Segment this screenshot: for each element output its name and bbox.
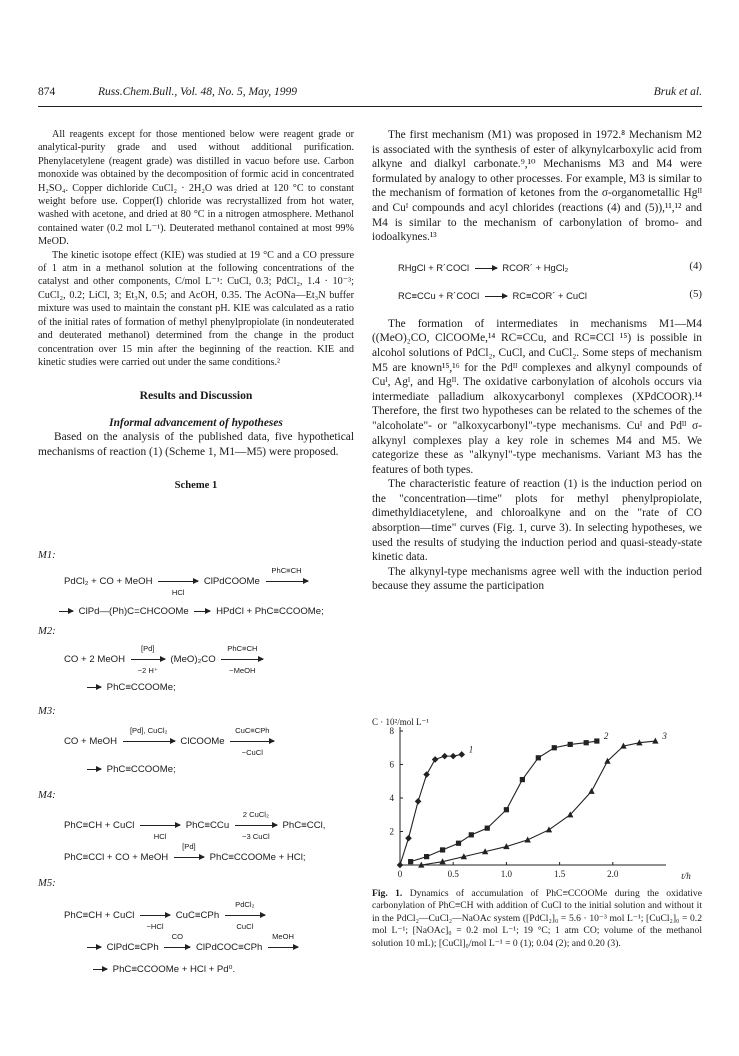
m5-line-1 (64, 899, 268, 931)
eq5-products: RC≡COR´ + CuCl (512, 289, 587, 301)
journal-title: Russ.Chem.Bull., Vol. 48, No. 5, May, 1999 (98, 86, 298, 98)
series-1-label: 1 (468, 744, 474, 755)
series-3-point (588, 788, 594, 794)
arrow-label: −HCl (146, 921, 164, 931)
m2-reactants: CO + 2 MeOH (64, 654, 126, 665)
arrow-label: −3 CuCl (242, 831, 270, 841)
series-1-point (432, 756, 439, 763)
equilibrium-arrow (140, 825, 180, 841)
y-tick-label: 2 (389, 826, 394, 837)
arrow-label: HCl (171, 587, 185, 597)
arrow-label: [Pd] (140, 643, 155, 653)
m1-products: HPdCl + PhC≡CCOOMe; (216, 606, 324, 617)
series-1-point (441, 753, 448, 760)
m5-acyl-intermediate: ClPdCOC≡CPh (196, 942, 263, 953)
x-tick-label: 0 (397, 869, 403, 879)
x-tick-label: 1.0 (500, 869, 513, 879)
figure-1-chart (370, 717, 704, 887)
reaction-arrow (266, 565, 308, 582)
eq4-products: RCOR´ + HgCl₂ (502, 261, 569, 273)
m5-reactants: PhC≡CH + CuCl (64, 910, 135, 921)
x-tick-label: 1.5 (553, 869, 566, 879)
reaction-arrow (164, 931, 190, 948)
y-tick-label: 6 (389, 759, 394, 770)
y-axis-label: C · 10²/mol L⁻¹ (372, 717, 429, 727)
m3-intermediate: ClCOOMe (180, 736, 225, 747)
series-2-point (456, 841, 461, 846)
y-tick-label: 8 (389, 726, 394, 736)
equation-5-number: (5) (689, 287, 702, 300)
scheme-1 (38, 550, 358, 1020)
x-axis-label: t/h (681, 871, 691, 881)
series-2-line (411, 741, 597, 862)
experimental-paragraph-1: All reagents except for those mentioned below were reagent grade or analytical-purity grade and used without additional purification. Phenylacetylene (reagent grade) was distilled in vacuo before use. Carbon monoxide was obtained by the decomposition of formic acid in concentrated H₂SO₄. Copper dichloride CuCl₂ · 2H₂O was dried at 120 °C to constant weight before use. Copper(I) chloride was recrystallized from hot water, washed with acetone, and dried at 80 °C in a nitrogen atmosphere. Methanol contained water (0.2 mol L⁻¹). Deuterated methanol contained at most 99% MeOD. (38, 129, 354, 248)
m3-line-2 (84, 764, 176, 775)
m4-reactants: PhC≡CH + CuCl (64, 820, 135, 831)
m1-intermediate: ClPdCOOMe (203, 576, 260, 587)
y-tick-label: 4 (389, 793, 394, 803)
x-tick-label: 0.5 (447, 869, 459, 879)
reaction-arrow (230, 725, 274, 757)
x-tick-label: 2.0 (607, 869, 619, 879)
m4-label: M4: (38, 790, 56, 801)
series-2-point (440, 847, 445, 852)
caption-label: Fig. 1. (372, 888, 403, 899)
running-authors: Bruk et al. (653, 86, 702, 98)
m2-line-2 (84, 682, 176, 693)
arrow-label: 2 CuCl₂ (242, 809, 269, 819)
arrow-label: [Pd], CuCl₂ (129, 725, 168, 735)
series-2-point (584, 740, 589, 745)
eq4-reactants: RHgCl + R´COCl (398, 261, 470, 273)
series-2-point (469, 832, 474, 837)
series-3-label: 3 (662, 731, 667, 742)
reaction-arrow (140, 915, 170, 931)
arrow-label: PhC≡CH (227, 643, 258, 653)
equation-5 (398, 289, 587, 304)
series-2-point (594, 738, 599, 743)
series-1-line (400, 754, 462, 865)
hypotheses-paragraph: Based on the analysis of the published data, five hypothetical mechanisms of reaction (1) (Scheme 1, M1—M5) were proposed. (38, 431, 354, 458)
subsection-title: Informal advancement of hypotheses (109, 416, 283, 429)
reaction-arrow (59, 611, 73, 612)
arrow-label: −2 H⁺ (137, 665, 158, 675)
m5-products: PhC≡CCOOMe + HCl + Pd⁰. (112, 964, 236, 975)
m3-line-1 (64, 725, 277, 757)
series-3-point (524, 836, 530, 842)
m5-line-2 (84, 931, 301, 953)
m1-vinyl-intermediate: ClPd—(Ph)C=CHCOOMe (78, 606, 189, 617)
series-2-point (520, 777, 525, 782)
header-rule (38, 106, 702, 107)
page-number: 874 (38, 86, 56, 98)
reaction-arrow (221, 643, 263, 675)
m2-label: M2: (38, 626, 56, 637)
right-column (372, 128, 702, 594)
m5-label: M5: (38, 878, 56, 889)
figure-1 (370, 717, 704, 887)
reaction-arrow (194, 611, 210, 612)
m5-intermediate: CuC≡CPh (175, 910, 220, 921)
discussion-paragraph-1: The first mechanism (M1) was proposed in 1972.⁸ Mechanism M2 is associated with the synthesis of ester of alkynylcarboxylic acid from alkyne and dialkyl carbonate.⁹,¹⁰ Mechanisms M3 and M4 were formulated by analogy to other processes. For example, M3 is similar to the mechanism of formation of ketones from the σ-organometallic Hgᴵᴵ and Cuᴵ compounds and acyl chlorides (reactions (4) and (5)),¹¹,¹² and M4 is similar to the mechanism of carbonylation of bromo- and iodoalkynes.¹³ (372, 129, 702, 244)
m1-reactants: PdCl₂ + CO + MeOH (64, 576, 153, 587)
arrow-label: CuCl (236, 921, 254, 931)
reaction-arrow (485, 296, 507, 297)
m5-pd-alkynyl: ClPdC≡CPh (106, 942, 159, 953)
series-2-point (504, 807, 509, 812)
series-2-point (568, 742, 573, 747)
m4-intermediate: PhC≡CCu (185, 820, 230, 831)
series-1-point (423, 771, 430, 778)
m2-product: PhC≡CCOOMe; (106, 682, 176, 693)
reaction-arrow (93, 969, 107, 970)
m1-line-2 (56, 606, 324, 617)
page-header (38, 86, 702, 106)
discussion-paragraph-3: The characteristic feature of reaction (1) is the induction period on the "concentration—time" plots for methyl phenylpropiolate, dimethyldiacetylene, and chloroalkyne and on the "rate of CO absorption—time" curves (Fig. 1, curve 3). In selecting hypotheses, we used the results of studying the induction period and quasi-steady-state kinetic data. (372, 478, 702, 564)
arrow-label: MeOH (272, 931, 295, 941)
discussion-paragraph-4: The alkynyl-type mechanisms agree well with the induction period because they assume the participation (372, 565, 702, 593)
scheme-title: Scheme 1 (174, 480, 218, 492)
arrow-label: [Pd] (182, 841, 196, 851)
reaction-arrow (475, 268, 497, 269)
equation-4 (398, 261, 568, 276)
reaction-arrow (235, 809, 277, 841)
series-2-point (485, 826, 490, 831)
series-1-point (450, 753, 457, 760)
series-2-point (536, 755, 541, 760)
m2-intermediate: (MeO)₂CO (170, 654, 216, 665)
reaction-arrow (131, 643, 165, 675)
series-1-point (458, 751, 465, 758)
arrow-label: HCl (153, 831, 167, 841)
m4-line-2 (64, 841, 306, 863)
m1-label: M1: (38, 550, 56, 561)
m4-line-1 (64, 809, 326, 841)
series-3-point (546, 826, 552, 832)
equation-4-number: (4) (689, 259, 702, 272)
arrow-label: CO (171, 931, 184, 941)
m3-label: M3: (38, 706, 56, 717)
m4-products: PhC≡CCOOMe + HCl; (209, 852, 306, 863)
m3-reactants: CO + MeOH (64, 736, 118, 747)
series-1-point (397, 862, 404, 869)
reaction-arrow (87, 769, 101, 770)
section-title: Results and Discussion (139, 389, 253, 403)
arrow-label: CuC≡CPh (235, 725, 270, 735)
m4-reactants-2: PhC≡CCl + CO + MeOH (64, 852, 169, 863)
reaction-arrow (87, 947, 101, 948)
figure-caption (372, 888, 702, 950)
equilibrium-arrow (158, 581, 198, 597)
series-2-point (424, 854, 429, 859)
caption-text: Dynamics of accumulation of PhC≡CCOOMe during the oxidative carbonylation of PhC≡CH with addition of CuCl to the initial solution and without it in the PdCl₂—CuCl₂—NaOAc system ([PdCl₂]₀ = 5.6 · 10⁻³ mol L⁻¹; [CuCl₂]₀ = 0.2 mol L⁻¹; [NaOAc]₀ = 0.2 mol L⁻¹; 19 °C; 1 atm CO; volume of the methanol solution 10 mL); [CuCl]₀/mol L⁻¹ = 0 (1); 0.04 (2); and 0.20 (3). (372, 888, 702, 949)
reaction-arrow (123, 725, 175, 742)
series-1-point (415, 798, 422, 805)
arrow-label: −CuCl (241, 747, 263, 757)
reaction-arrow (174, 841, 204, 858)
left-column (38, 128, 354, 493)
m1-line-1 (64, 565, 311, 597)
experimental-paragraph-2: The kinetic isotope effect (KIE) was studied at 19 °C and a CO pressure of 1 atm in a methanol solution at the following concentrations of the catalyst and other components, C/mol L⁻¹: CuCl, 0.3; PdCl₂, 1.4 · 10⁻³; CuCl₂, 0.2; LiCl, 3; Et₃N, 0.5; and AcOH, 0.35. The AcONa—Et₃N buffer mixture was used to maintain the constant pH. KIE was calculated as a ratio of the initial rates of formation of methyl phenylpropiolate (in nondeuterated and deuterated methanol) determined from the change in the product concentration over 15 min after the beginning of the reaction. KIE and kinetic studies were carried out under the same conditions.² (38, 249, 354, 368)
arrow-label: PhC≡CH (271, 565, 302, 575)
m2-line-1 (64, 643, 266, 675)
series-2-label: 2 (603, 731, 609, 742)
reaction-arrow (87, 687, 101, 688)
arrow-label: PdCl₂ (235, 899, 255, 909)
eq5-reactants: RC≡CCu + R´COCl (398, 289, 480, 301)
series-2-point (552, 745, 557, 750)
series-1-point (405, 835, 412, 842)
series-3-point (652, 738, 658, 744)
reaction-arrow (268, 931, 298, 948)
m4-chloroalkyne: PhC≡CCl, (282, 820, 326, 831)
discussion-paragraph-2: The formation of intermediates in mechanisms M1—M4 ((MeO)₂CO, ClCOOMe,¹⁴ RC≡CCu, and RC≡CCl ¹⁵) is possible in alcohol solutions of PdCl₂, CuCl, and CuCl₂. Some steps of mechanism M5 are known¹⁵,¹⁶ for the Pdᴵᴵ complexes and alkynyl compounds of Cuᴵ, Agᴵ, and Hgᴵᴵ. The oxidative carbonylation of alcohols occurs via intermediate palladium alkoxycarbonyl complexes (XPdCOOR).¹⁴ Therefore, the first two hypotheses can be related to the schemes of the "alcoholate"- or "alkoxycarbonyl"-type mechanisms. Cuᴵ and Pdᴵᴵ σ-alkynyl complexes play a key role in schemes M4 and M5. We categorize these as "alkynyl"-type mechanisms. Variant M3 has the features of both types. (372, 317, 702, 476)
equations-block (372, 245, 702, 307)
reaction-arrow (225, 899, 265, 931)
series-2-point (408, 859, 413, 864)
m5-line-3 (90, 964, 235, 975)
arrow-label: −MeOH (229, 665, 256, 675)
m3-product: PhC≡CCOOMe; (106, 764, 176, 775)
